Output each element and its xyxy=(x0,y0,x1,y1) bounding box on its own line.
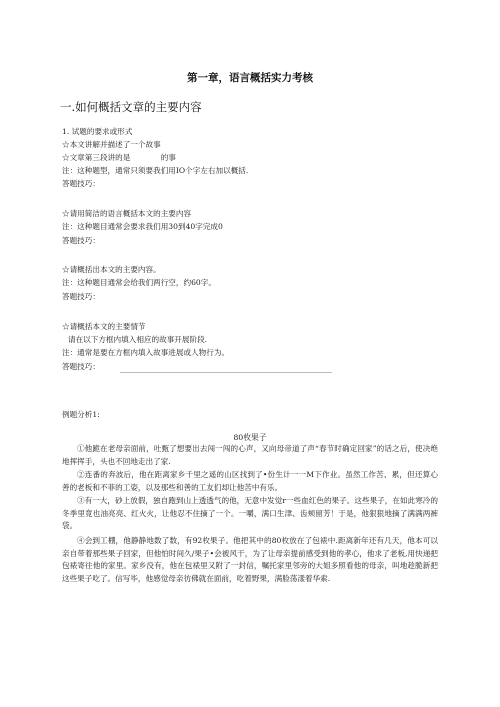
question-2-answer-label: 答题技巧： xyxy=(62,236,100,245)
question-2-line-1: ☆请用简洁的语言概括本文的主要内容 xyxy=(62,209,192,218)
question-1-answer-label: 答题技巧： xyxy=(62,179,100,188)
question-3-line-1: ☆请概括出本文的主要内容。 xyxy=(62,265,161,274)
question-1-line-2: ☆文章第三段讲的是 的事 xyxy=(62,153,176,162)
example-label: 例题分析1: xyxy=(62,410,100,419)
question-4-answer-label: 答题技巧： xyxy=(62,362,100,371)
question-2-note: 注：这种题目通常会要求我们用30到40字完成0 xyxy=(62,222,223,231)
section-heading: 一.如何概括文章的主要内容 xyxy=(60,100,202,114)
story-paragraph-1: ①他跪在老母亲面前，吐甄了想要出去闯一闯的心声，又向母帝道了声“春节时确定回家”的话之后，使决绝地挥挥手，头也不回地走出了家. xyxy=(62,444,438,466)
story-title: 80枚果子 xyxy=(233,433,267,442)
question-3-note: 注：这种题目通常会给我们两行空，约60字。 xyxy=(62,278,216,287)
question-4-note: 注：通常是要在方框内填入故事进展或人物行为。 xyxy=(62,348,230,357)
requirements-heading: 1. 试题的要求或形式 xyxy=(62,127,133,136)
story-paragraph-2: ②连番的奔波后，他在距离家乡千里之遥的山区找到了•份生计一一M下作业。虽然工作苦、累，但还算心善的老板和不菲的工姿，以及那些和善的工友们却让他苦中有乐。 xyxy=(62,470,438,492)
story-paragraph-4: ④会到工棚，他静静地数了数，有92枚果子。他把其中的80枚放在了包裱中.距离新年还有几天，他本可以亲自带着那些果子回家，但他怕时间久/果子•会被风干，为了让母亲提前感受到他的孝心，他求了老板,用快递把包裱寄往他的家里。家乡没有，他在包裱里又附了一封信，嘱托家里邻旁的大姐多照看他的母亲，叫地趁脆新把这些果子吃了。信写毕，他感觉母亲彷佛就在面前，吃着野果，满脸荡漾着华索. xyxy=(62,536,438,583)
question-4-line-1: ☆请概括本文的主要情节 xyxy=(62,322,146,331)
story-paragraph-3: ③有一大，砂上放假，独自跑到山上透透气的他，无意中发觉r一些血红色的果子。这些果子，在如此寒冷的冬季里竟也油亮亮、红火火，让他忍不住摘了一个。一嚼，满口生津、齿颊留芳！于是，他狠狠地摘了满满两裤袋。 xyxy=(62,496,438,531)
chapter-title: 第一章，语言概括实力考核 xyxy=(187,72,313,84)
answer-line xyxy=(120,372,332,373)
question-3-answer-label: 答题技巧： xyxy=(62,292,100,301)
question-1-line-1: ☆本文讲解并描述了一个故事 xyxy=(62,140,161,149)
question-1-note: 注：这种题型，通常只须要我们用IO个字左右加以概括. xyxy=(62,166,249,175)
question-4-line-2: 请在以下方框内填入相应的故事开展阶段. xyxy=(68,335,208,344)
